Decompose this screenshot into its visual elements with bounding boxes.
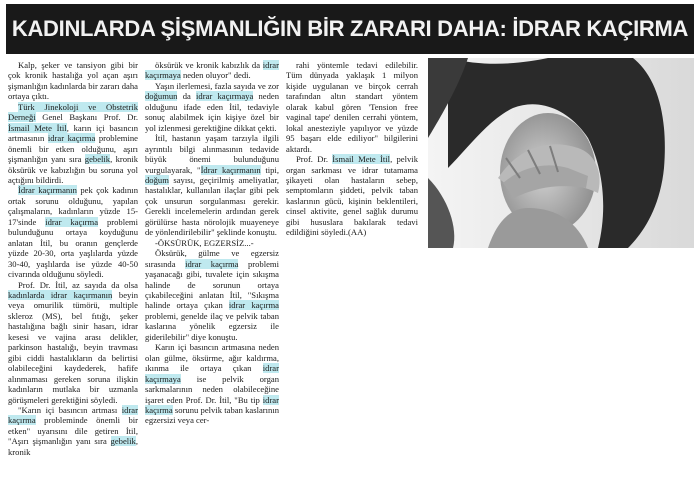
highlighted-term: İsmail Mete İtil — [332, 154, 391, 165]
text-run: problemi, genelde ilaç ve pelvik taban kaslarına yönelik egzersiz ile giderilebilir" diye konuştu. — [145, 310, 279, 342]
article-photo — [428, 58, 694, 248]
highlighted-term: Türk Jinekoloji ve Obstetrik Derneği — [8, 101, 138, 123]
paragraph — [145, 81, 279, 133]
article-column-3 — [286, 60, 418, 238]
text-run: , kronik — [8, 436, 138, 457]
highlighted-term: doğumun — [145, 91, 178, 102]
text-run: , kronik öksürük ve kabızlığın bu soruna yol açtığını bildirdi. — [8, 154, 138, 185]
text-run: problemi bulunduğunu ortaya koyduğunu anlatan İtil, bu oranın gençlerde yüzde 20-30, orta yaşlılarda yüzde 30-40, yaşlılarda ise yüzde 40-50 civarında olduğunu söyledi. — [8, 216, 138, 280]
highlighted-term: gebelik — [110, 436, 136, 447]
highlighted-term: idrar kaçırmaya — [145, 363, 279, 384]
article-column-1 — [8, 60, 138, 457]
text-run: , karın içi basıncın artmasının — [8, 122, 138, 144]
highlighted-term: idrar kaçırma — [45, 216, 99, 227]
highlighted-term: idrar kaçırma — [47, 133, 96, 144]
highlighted-term: idrar kaçırmaya — [196, 91, 254, 102]
paragraph — [8, 280, 138, 405]
text-run: öksürük ve kronik kabızlık da — [155, 60, 263, 70]
paragraph — [145, 133, 279, 238]
text-run: probleminde önemli bir etken" uyarısını dile getiren İtil, "Aşırı şişmanlığın yanı sıra — [8, 415, 138, 447]
text-run: problemi yaşanacağı gibi, tuvalete için sıkışma halinde de sorunun ortaya çıkabileceğini anlatan İtil, "Sıkışma halinde ortaya çıkan — [145, 258, 279, 311]
text-run: rahi yöntemle tedavi edilebilir. Tüm dünyada yaklaşık 1 milyon kişide uygulanan ve birçok cerrah tarafından altın standart yöntem olarak kabul gören 'Tension free vaginal tape' denilen cerrahi yöntem, lokal anesteziyle yapılıyor ve yüzde 95 başarı elde ediliyor" bilgilerini aktardı. — [286, 60, 418, 154]
highlighted-term: idrar kaçırma — [8, 404, 138, 426]
paragraph — [286, 154, 418, 238]
highlighted-term: idrar kaçırma — [145, 394, 279, 415]
highlighted-term: gebelik — [84, 154, 111, 165]
paragraph — [145, 248, 279, 342]
paragraph — [145, 342, 279, 426]
highlighted-term: İdrar kaçırmanın — [200, 164, 261, 175]
highlighted-term: idrar kaçırma — [228, 300, 279, 311]
text-run: , pelvik organ sarkması ve idrar tutamama şikayeti olan hastaların sebep, semptomların şiddeti, pelvik taban kaslarının gücü, kişinin beklentileri, cinsel aktivite, genel sağlık durumu gibi hususlara bakılarak tedavi edildiğini söyledi.(AA) — [286, 154, 418, 238]
highlighted-term: doğum — [145, 174, 169, 185]
text-run: neden olduğunu ifade eden İtil, tedaviyle sonuç alabilmek için kişiye özel bir yol izlenmesi gerektiğine dikkat çekti. — [145, 91, 280, 133]
text-run: tipi, — [260, 164, 279, 175]
text-run: Prof. Dr. — [296, 154, 333, 165]
text-run: Öksürük, gülme ve egzersiz sırasında — [145, 248, 279, 269]
text-run: Prof. Dr. İtil, az sayıda da olsa — [18, 279, 138, 290]
text-run: İtil, hastanın yaşam tarzıyla ilgili ayrıntılı bilgi alınmasının tedavide büyük önemi bulunduğunu vurgulayarak, " — [145, 133, 279, 175]
headline: KADINLARDA ŞİŞMANLIĞIN BİR ZARARI DAHA: İDRAR KAÇIRMA — [6, 4, 694, 54]
paragraph — [8, 102, 138, 186]
text-run: problemine önemli bir etken olduğunu, aşırı şişmanlığın yanı sıra — [8, 133, 138, 165]
text-run: "Karın içi basıncın artması — [18, 404, 122, 415]
text-run: ise pelvik organ sarkmalarının neden olabileceğine işaret eden Prof. Dr. İtil, "Bu tip — [145, 373, 279, 405]
text-run: sorunu pelvik taban kaslarının egzersizi veya cer- — [145, 404, 279, 426]
text-run: neden oluyor" dedi. — [180, 70, 251, 81]
paragraph — [8, 185, 138, 279]
text-run: Yaşın ilerlemesi, fazla sayıda ve zor — [155, 80, 279, 91]
paragraph — [8, 60, 138, 102]
text-run: da — [177, 91, 197, 102]
highlighted-term: İdrar kaçırmanın — [18, 185, 77, 196]
text-run: sayısı, geçirilmiş ameliyatlar, hastalıklar, kullanılan ilaçlar gibi pek çok unsurun sorgulanması gerekir. Gerekli incelemelerin ardından gerek görülürse hasta nörolojik muayeneye de yönlendirilebilir" şeklinde konuştu. — [145, 174, 279, 238]
text-run: Genel Başkanı Prof. Dr. — [35, 112, 138, 123]
paragraph — [286, 60, 418, 154]
text-run: Kalp, şeker ve tansiyon gibi bir çok kronik hastalığa yol açan aşırı şişmanlığın kadınlarda bir zararı daha ortaya çıktı. — [8, 60, 138, 102]
text-run: -ÖKSÜRÜK, EGZERSİZ...- — [155, 237, 254, 248]
text-run: beyin veya omurilik tümörü, multiple skleroz (MS), bel fıtığı, şeker hastalığına bağlı sinir hasarı, idrar kesesi ve vajina arası delikler, parkinson hastalığı, beyin travması gibi ciddi hastalıkların da belirtisi olabileceğini kaydederek, hafife alınmaması gereken soruna ilişkin kadınların mutlaka bir uzmanla görüşmeleri gerektiğini söyledi. — [8, 289, 138, 405]
highlighted-term: İsmail Mete İtil — [8, 122, 67, 133]
woman-covering-face-photo — [428, 58, 694, 248]
highlighted-term: idrar kaçırma — [185, 258, 239, 269]
paragraph — [145, 60, 279, 81]
paragraph — [8, 405, 138, 457]
highlighted-term: kadınlarda idrar kaçırmanın — [8, 289, 113, 300]
text-run: pek çok kadının ortak sorunu olduğunu, yapılan çalışmaların, kadınların yüzde 15-17'sinde — [8, 185, 138, 227]
paragraph — [145, 238, 279, 248]
article-column-2 — [145, 60, 279, 426]
highlighted-term: idrar kaçırmaya — [145, 60, 279, 81]
text-run: Karın içi basıncın artmasına neden olan gülme, öksürme, ağır kaldırma, ıkınma ile ortaya çıkan — [145, 342, 279, 374]
